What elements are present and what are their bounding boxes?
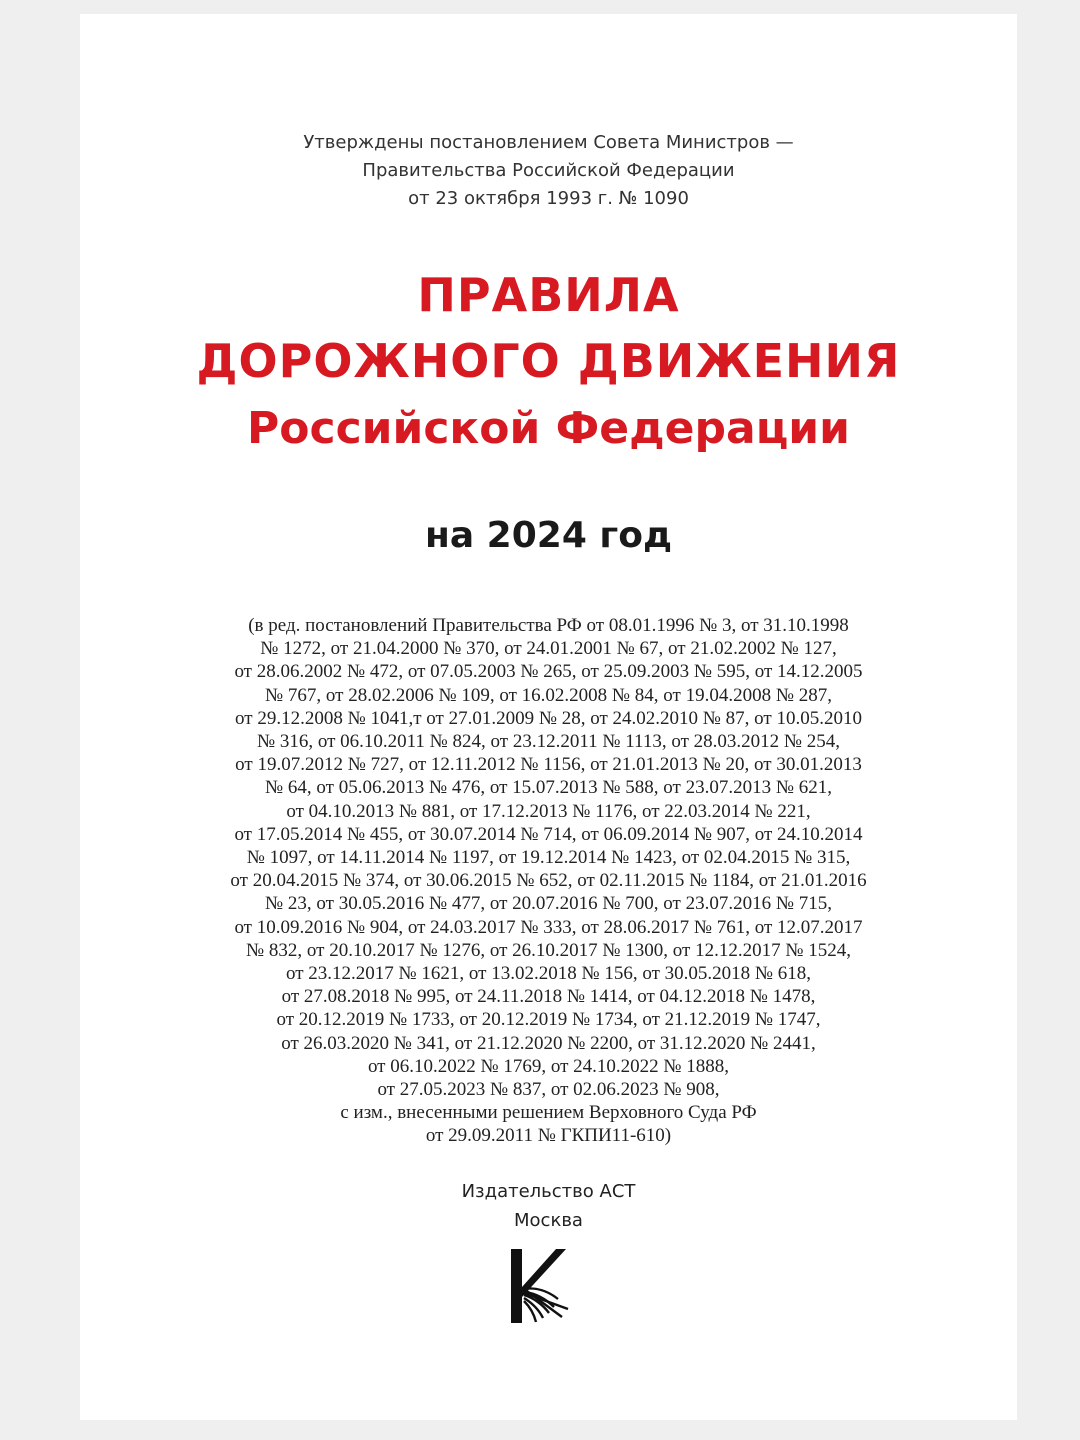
amendment-line: от 04.10.2013 № 881, от 17.12.2013 № 1176, от 22.03.2014 № 221,: [286, 800, 811, 822]
document-title: [80, 262, 1017, 464]
amendment-line: от 23.12.2017 № 1621, от 13.02.2018 № 156, от 30.05.2018 № 618,: [285, 963, 812, 985]
publisher-city: Москва: [514, 1210, 583, 1231]
publisher-k-logo-icon: [508, 1247, 572, 1325]
amendment-line: от 10.09.2016 № 904, от 24.03.2017 № 333, от 28.06.2017 № 761, от 12.07.2017: [234, 916, 863, 938]
publisher-block: [80, 1177, 1017, 1235]
amendment-line: от 17.05.2014 № 455, от 30.07.2014 № 714, от 06.09.2014 № 907, от 24.10.2014: [234, 823, 863, 845]
amendment-line: № 767, от 28.02.2006 № 109, от 16.02.2008 № 84, от 19.04.2008 № 287,: [265, 684, 832, 706]
amendment-line: от 26.03.2020 № 341, от 21.12.2020 № 2200, от 31.12.2020 № 2441,: [281, 1032, 816, 1054]
approval-note: [80, 129, 1017, 213]
approval-line-3: от 23 октября 1993 г. № 1090: [408, 188, 689, 209]
amendment-line: от 29.12.2008 № 1041,т от 27.01.2009 № 28, от 24.02.2010 № 87, от 10.05.2010: [235, 707, 862, 729]
amendments-list: [80, 614, 1017, 1148]
amendment-line: от 28.06.2002 № 472, от 07.05.2003 № 265, от 25.09.2003 № 595, от 14.12.2005: [234, 661, 863, 683]
amendment-line: с изм., внесенными решением Верховного Суда РФ: [340, 1102, 757, 1124]
amendment-line: № 64, от 05.06.2013 № 476, от 15.07.2013 № 588, от 23.07.2013 № 621,: [265, 777, 832, 799]
amendment-line: № 1097, от 14.11.2014 № 1197, от 19.12.2014 № 1423, от 02.04.2015 № 315,: [246, 847, 851, 869]
amendment-line: № 23, от 30.05.2016 № 477, от 20.07.2016 № 700, от 23.07.2016 № 715,: [265, 893, 832, 915]
amendment-line: от 29.09.2011 № ГКПИ11-610): [425, 1125, 672, 1147]
amendment-line: от 20.04.2015 № 374, от 30.06.2015 № 652, от 02.11.2015 № 1184, от 21.01.2016: [230, 870, 867, 892]
amendment-line: (в ред. постановлений Правительства РФ от 08.01.1996 № 3, от 31.10.1998: [248, 615, 849, 636]
approval-line-2: Правительства Российской Федерации: [362, 160, 735, 181]
amendment-line: от 20.12.2019 № 1733, от 20.12.2019 № 1734, от 21.12.2019 № 1747,: [276, 1009, 821, 1031]
title-line-1: ПРАВИЛА: [417, 268, 680, 322]
amendment-line: от 19.07.2012 № 727, от 12.11.2012 № 1156, от 21.01.2013 № 20, от 30.01.2013: [235, 754, 862, 776]
amendment-line: от 27.08.2018 № 995, от 24.11.2018 № 1414, от 04.12.2018 № 1478,: [281, 986, 816, 1008]
amendment-line: № 316, от 06.10.2011 № 824, от 23.12.2011 № 1113, от 28.03.2012 № 254,: [256, 731, 841, 753]
publisher-name: Издательство АСТ: [461, 1181, 636, 1202]
edition-year: на 2024 год: [424, 515, 673, 556]
amendment-line: № 1272, от 21.04.2000 № 370, от 24.01.2001 № 67, от 21.02.2002 № 127,: [260, 638, 837, 660]
document-page: [80, 14, 1017, 1420]
amendment-line: от 06.10.2022 № 1769, от 24.10.2022 № 1888,: [367, 1055, 730, 1077]
title-line-2: ДОРОЖНОГО ДВИЖЕНИЯ: [196, 334, 901, 388]
title-line-3: Российской Федерации: [247, 403, 850, 454]
amendment-line: № 832, от 20.10.2017 № 1276, от 26.10.2017 № 1300, от 12.12.2017 № 1524,: [246, 939, 851, 961]
amendment-line: от 27.05.2023 № 837, от 02.06.2023 № 908,: [377, 1079, 720, 1101]
approval-line-1: Утверждены постановлением Совета Министров —: [303, 132, 794, 153]
